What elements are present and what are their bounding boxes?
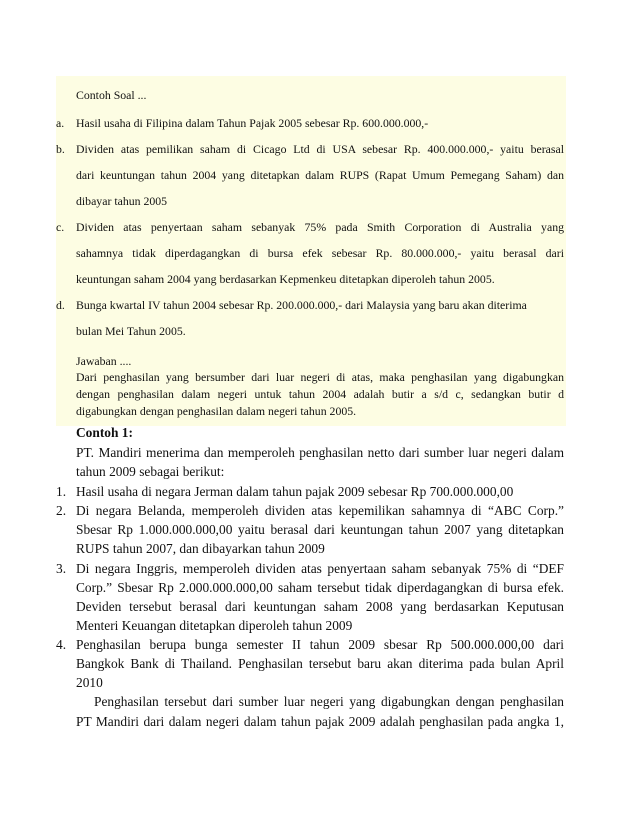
contoh1-item-2-line: RUPS tahun 2007, dan dibayarkan tahun 2009 (76, 541, 325, 556)
contoh1-item-3-line: Deviden tersebut berasal dari keuntungan saham 2008 yang berdasarkan Keputusan (76, 599, 564, 614)
soal-item-a-line: Hasil usaha di Filipina dalam Tahun Pajak 2005 sebesar Rp. 600.000.000,- (76, 116, 429, 130)
contoh1-item-2-label: 2. (56, 503, 67, 518)
contoh1-item-2-line: Di negara Belanda, memperoleh dividen atas kepemilikan sahamnya di “ABC Corp.” (76, 503, 564, 518)
soal-item-c-line: sahamnya tidak diperdagangkan di bursa efek sebesar Rp. 80.000.000,- yaitu berasal dari (76, 246, 564, 260)
soal-item-c-label: c. (56, 220, 65, 234)
soal-item-b-label: b. (56, 142, 65, 156)
contoh1-item-4-line: Bangkok Bank di Thailand. Penghasilan tersebut baru akan diterima pada bulan April (76, 656, 564, 671)
jawaban-line: Dari penghasilan yang bersumber dari luar negeri di atas, maka penghasilan yang digabungkan (76, 370, 564, 384)
jawaban-title: Jawaban .... (76, 354, 132, 368)
contoh1-item-3-line: Menteri Keuangan ditetapkan diperoleh tahun 2009 (76, 618, 353, 633)
contoh1-item-4-line: Penghasilan berupa bunga semester II tahun 2009 sbesar Rp 500.000.000,00 dari (76, 637, 564, 652)
soal-item-a-label: a. (56, 116, 65, 130)
contoh1-item-4-label: 4. (56, 637, 67, 652)
jawaban-line: digabungkan dengan penghasilan dalam negeri tahun 2005. (76, 404, 357, 418)
contoh1-item-2-line: Sbesar Rp 1.000.000.000,00 yaitu berasal dari keuntungan tahun 2007 yang ditetapkan (76, 522, 564, 537)
contoh1-item-4-line: 2010 (76, 675, 103, 690)
jawaban-line: dengan penghasilan dalam negeri untuk tahun 2004 adalah butir a s/d c, sedangkan butir d (76, 387, 564, 401)
soal-item-b-line: dibayar tahun 2005 (76, 194, 168, 208)
contoh1-item-1-line: Hasil usaha di negara Jerman dalam tahun pajak 2009 sebesar Rp 700.000.000,00 (76, 484, 514, 499)
soal-item-b-line: dari keuntungan tahun 2004 yang ditetapkan dalam RUPS (Rapat Umum Pemegang Saham) dan (76, 168, 564, 182)
soal-item-c-line: keuntungan saham 2004 yang berdasarkan Kepmenkeu ditetapkan diperoleh tahun 2005. (76, 272, 495, 286)
soal-item-b-line: Dividen atas pemilikan saham di Cicago Ltd di USA sebesar Rp. 400.000.000,- yaitu berasal (76, 142, 564, 156)
contoh1-title: Contoh 1: (76, 425, 133, 440)
soal-item-d-line: bulan Mei Tahun 2005. (76, 324, 186, 338)
contoh1-closing-line: Penghasilan tersebut dari sumber luar negeri yang digabungkan dengan penghasilan (94, 694, 564, 709)
soal-item-d-line: Bunga kwartal IV tahun 2004 sebesar Rp. 200.000.000,- dari Malaysia yang baru akan diterima (76, 298, 527, 312)
soal-item-d-label: d. (56, 298, 65, 312)
contoh1-intro-line: tahun 2009 sebagai berikut: (76, 464, 225, 479)
contoh1-item-1-label: 1. (56, 484, 67, 499)
contoh1-item-3-line: Corp.” Sbesar Rp 2.000.000.000,00 saham tersebut tidak diperdagangkan di bursa efek. (76, 580, 564, 595)
contoh1-closing-line: PT Mandiri dari dalam negeri dalam tahun pajak 2009 adalah penghasilan pada angka 1, (76, 714, 564, 729)
contoh1-item-3-line: Di negara Inggris, memperoleh dividen atas penyertaan saham sebanyak 75% di “DEF (76, 561, 564, 576)
contoh1-intro-line: PT. Mandiri menerima dan memperoleh penghasilan netto dari sumber luar negeri dalam (76, 445, 564, 460)
soal-item-c-line: Dividen atas penyertaan saham sebanyak 75% pada Smith Corporation di Australia yang (76, 220, 564, 234)
soal-title: Contoh Soal ... (76, 88, 147, 102)
contoh1-item-3-label: 3. (56, 561, 67, 576)
